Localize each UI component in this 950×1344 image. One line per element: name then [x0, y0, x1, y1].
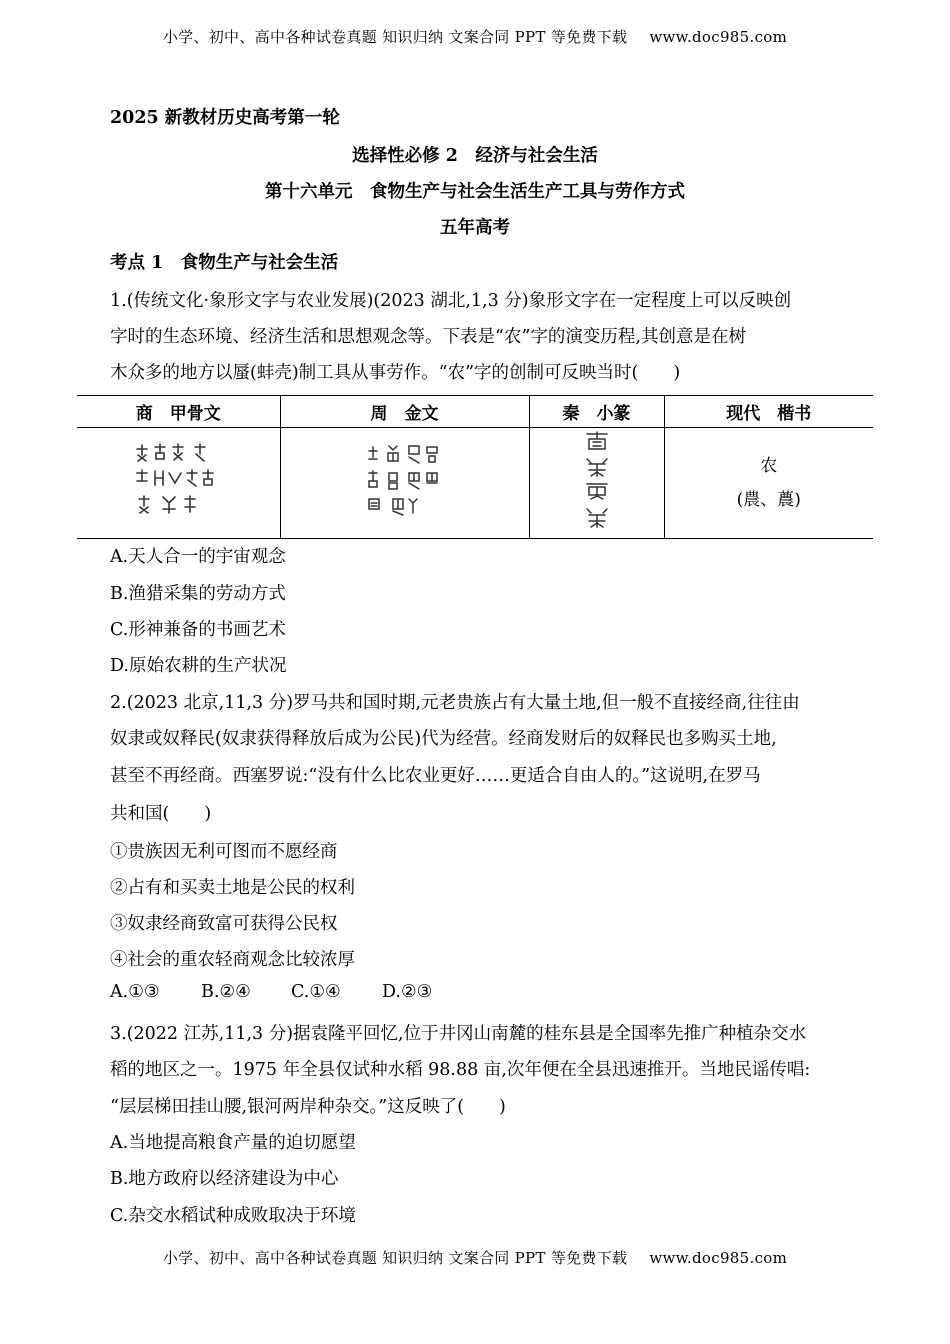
q1-option-c[interactable]: C.形神兼备的书画艺术 — [110, 620, 286, 640]
q3-option-a[interactable]: A.当地提高粮食产量的迫切愿望 — [110, 1133, 356, 1153]
footer-text: 小学、初中、高中各种试卷真题 知识归纳 文案合同 PPT 等免费下载 — [162, 1249, 628, 1267]
q2-statement-2: ②占有和买卖土地是公民的权利 — [110, 878, 355, 898]
q3-line-2: 稻的地区之一。1975 年全县仅试种水稻 98.88 亩,次年便在全县迅速推开。当地民谣传唱: — [110, 1060, 811, 1080]
header-text: 小学、初中、高中各种试卷真题 知识归纳 文案合同 PPT 等免费下载 — [162, 28, 628, 46]
oracle-bone-glyphs-image — [133, 443, 223, 519]
series-title: 2025 新教材历史高考第一轮 — [110, 108, 340, 128]
topic-heading: 考点 1 食物生产与社会生活 — [110, 253, 339, 273]
q3-line-1: 3.(2022 江苏,11,3 分)据袁隆平回忆,位于井冈山南麓的桂东县是全国率先推广种植杂交水 — [110, 1024, 807, 1044]
q2-line-3: 甚至不再经商。西塞罗说:“没有什么比农业更好……更适合自由人的。”这说明,在罗马 — [110, 766, 761, 786]
small-seal-glyphs — [529, 428, 664, 539]
q1-line-3: 木众多的地方以蜃(蚌壳)制工具从事劳作。“农”字的创制可反映当时( ) — [110, 363, 681, 383]
footer-url[interactable]: www.doc985.com — [649, 1249, 788, 1267]
section-title: 五年高考 — [440, 218, 510, 238]
q3-option-b[interactable]: B.地方政府以经济建设为中心 — [110, 1169, 339, 1189]
header-url[interactable]: www.doc985.com — [649, 28, 788, 46]
q1-line-1: 1.(传统文化·象形文字与农业发展)(2023 湖北,1,3 分)象形文字在一定程度上可以反映创 — [110, 291, 792, 311]
header-shang-oracle: 商 甲骨文 — [77, 396, 280, 428]
oracle-bone-glyphs — [77, 428, 280, 539]
table-glyph-row — [77, 428, 873, 539]
header-qin-seal: 秦 小篆 — [529, 396, 664, 428]
q1-option-b[interactable]: B.渔猎采集的劳动方式 — [110, 584, 286, 604]
q1-option-d[interactable]: D.原始农耕的生产状况 — [110, 656, 287, 676]
q1-option-a[interactable]: A.天人合一的宇宙观念 — [110, 547, 286, 567]
modern-char: 农 — [760, 456, 778, 476]
q3-line-3: “层层梯田挂山腰,银河两岸种杂交。”这反映了( ) — [110, 1097, 506, 1117]
modern-regular-cell — [664, 428, 873, 539]
q2-statement-1: ①贵族因无利可图而不愿经商 — [110, 842, 338, 862]
q2-line-1: 2.(2023 北京,11,3 分)罗马共和国时期,元老贵族占有大量土地,但一般不直接经商,往往由 — [110, 693, 800, 713]
bronze-glyphs-image — [365, 443, 445, 519]
q3-option-c[interactable]: C.杂交水稻试种成败取决于环境 — [110, 1206, 356, 1226]
q2-line-4: 共和国( ) — [110, 804, 212, 824]
q2-statement-4: ④社会的重农轻商观念比较浓厚 — [110, 950, 355, 970]
q1-line-2: 字时的生态环境、经济生活和思想观念等。下表是“农”字的演变历程,其创意是在树 — [110, 327, 746, 347]
small-seal-glyphs-image — [583, 431, 611, 531]
q2-option-c[interactable]: C.①④ — [291, 982, 341, 1002]
header-zhou-bronze: 周 金文 — [280, 396, 529, 428]
q2-line-2: 奴隶或奴释民(奴隶获得释放后成为公民)代为经营。经商发财后的奴释民也多购买土地, — [110, 729, 777, 749]
q2-statement-3: ③奴隶经商致富可获得公民权 — [110, 914, 338, 934]
q2-option-d[interactable]: D.②③ — [382, 982, 433, 1002]
header-modern-regular: 现代 楷书 — [664, 396, 873, 428]
modern-variants: (農、蕽) — [736, 490, 801, 510]
unit-title: 第十六单元 食物生产与社会生活生产工具与劳作方式 — [265, 182, 685, 202]
book-title: 选择性必修 2 经济与社会生活 — [352, 146, 598, 166]
page-footer — [0, 1247, 950, 1268]
q2-option-a[interactable]: A.①③ — [110, 982, 160, 1002]
table-header-row — [77, 396, 873, 428]
page-header — [0, 26, 950, 47]
nong-evolution-table — [77, 395, 873, 539]
bronze-glyphs — [280, 428, 529, 539]
q2-option-b[interactable]: B.②④ — [201, 982, 251, 1002]
